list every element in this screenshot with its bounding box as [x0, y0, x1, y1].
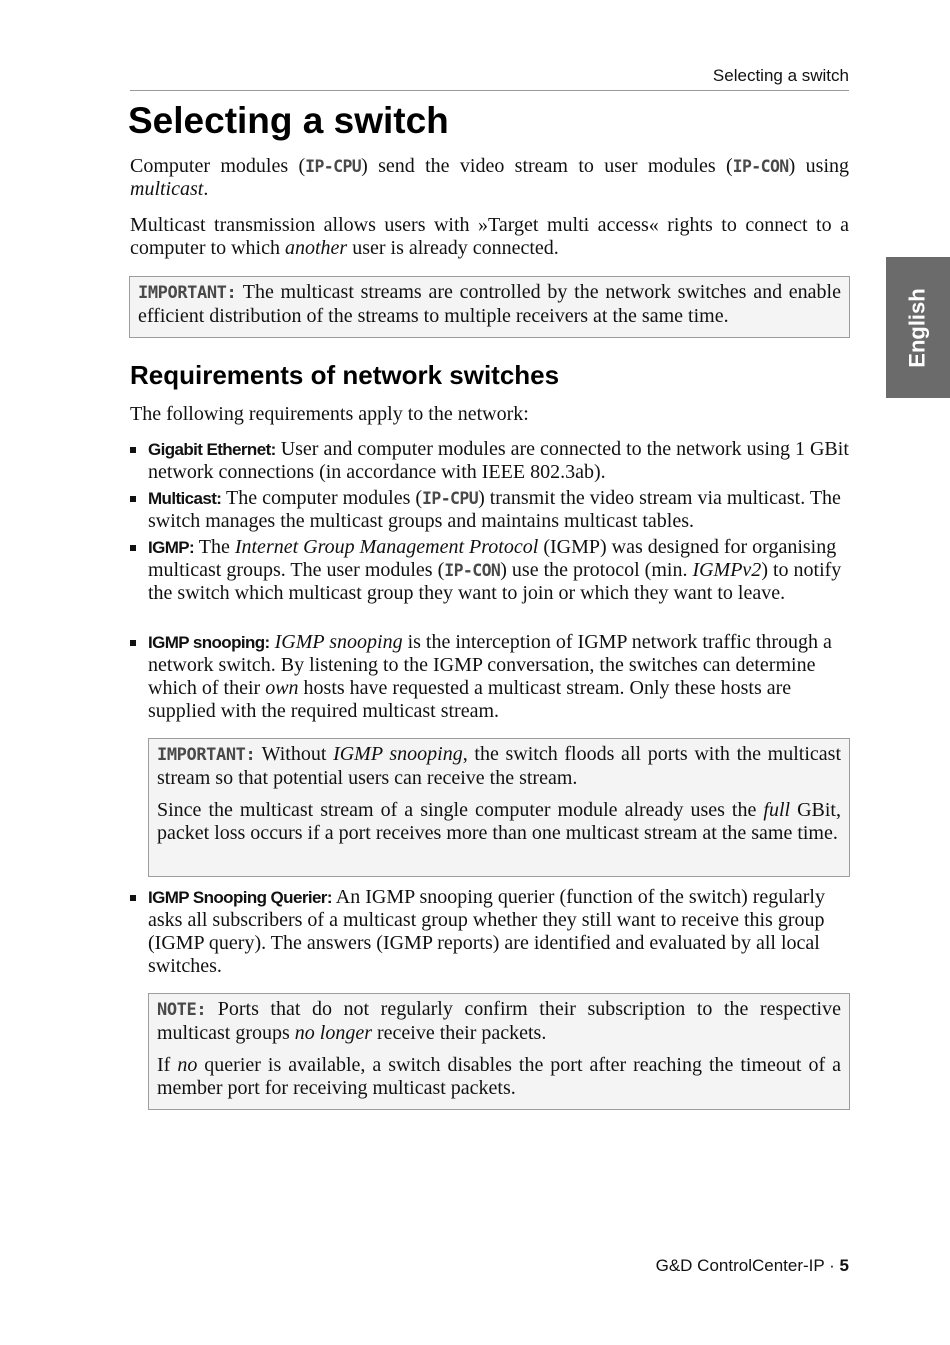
- bullet-square-icon: [130, 640, 136, 646]
- list-item: IGMP: The Internet Group Management Protocol (IGMP) was designed for organising multicast groups. The user modules (IP-CON) use the protocol (min. IGMPv2) to notify the switch which multicast group they want to join or which they want to leave.: [148, 536, 849, 605]
- list-item: IGMP snooping: IGMP snooping is the interception of IGMP network traffic through a network switch. By listening to the IGMP conversation, the switches can determine which of their own hosts have requested a multicast stream. Only these hosts are supplied with the required multicast stream.: [148, 631, 849, 723]
- running-header: Selecting a switch: [130, 66, 849, 91]
- section-heading: Requirements of network switches: [130, 360, 560, 390]
- note-label: NOTE:: [157, 1000, 207, 1020]
- bullet-label: Multicast:: [148, 489, 222, 508]
- intro-paragraph-1: Computer modules (IP-CPU) send the video stream to user modules (IP-CON) using multicast.: [130, 155, 849, 200]
- important-label: IMPORTANT:: [157, 745, 256, 765]
- bullet-square-icon: [130, 447, 136, 453]
- bullet-label: IGMP:: [148, 538, 195, 557]
- list-item: IGMP Snooping Querier: An IGMP snooping querier (function of the switch) regularly asks all subscribers of a multicast group whether they still want to receive this group (IGMP query). The answers (IGMP reports) are identified and evaluated by all local switches.: [148, 886, 849, 978]
- important-label: IMPORTANT:: [138, 283, 237, 303]
- bullet-square-icon: [130, 545, 136, 551]
- list-item: Multicast: The computer modules (IP-CPU) transmit the video stream via multicast. The switch manages the multicast groups and maintains multicast tables.: [148, 487, 849, 533]
- important-notice-box: IMPORTANT: Without IGMP snooping, the switch floods all ports with the multicast stream so that potential users can receive the stream. Since the multicast stream of a single computer module already uses the full GBit, packet loss occurs if a port receives more than one multicast stream at the same time.: [148, 738, 850, 877]
- language-tab: [886, 257, 950, 398]
- page-footer: [500, 1256, 849, 1276]
- language-tab-label: English: [905, 287, 931, 368]
- bullet-square-icon: [130, 496, 136, 502]
- intro-paragraph-2: Multicast transmission allows users with »Target multi access« rights to connect to a computer to which another user is already connected.: [130, 214, 849, 259]
- footer-product: G&D ControlCenter-IP ·: [655, 1256, 840, 1275]
- page-title: Selecting a switch: [128, 100, 449, 141]
- bullet-square-icon: [130, 895, 136, 901]
- bullet-label: IGMP snooping:: [148, 633, 270, 652]
- page-number: 5: [839, 1256, 849, 1275]
- list-item: Gigabit Ethernet: User and computer modules are connected to the network using 1 GBit network connections (in accordance with IEEE 802.3ab).: [148, 438, 849, 484]
- section-intro: The following requirements apply to the network:: [130, 403, 529, 425]
- bullet-label: IGMP Snooping Querier:: [148, 888, 332, 907]
- ip-con-code: IP-CON: [732, 157, 789, 176]
- bullet-label: Gigabit Ethernet:: [148, 440, 276, 459]
- important-notice-box: IMPORTANT: The multicast streams are controlled by the network switches and enable efficient distribution of the streams to multiple receivers at the same time.: [129, 276, 850, 338]
- ip-cpu-code: IP-CPU: [305, 157, 362, 176]
- note-box: NOTE: Ports that do not regularly confirm their subscription to the respective multicast groups no longer receive their packets. If no querier is available, a switch disables the port after reaching the timeout of a member port for receiving multicast packets.: [148, 993, 850, 1110]
